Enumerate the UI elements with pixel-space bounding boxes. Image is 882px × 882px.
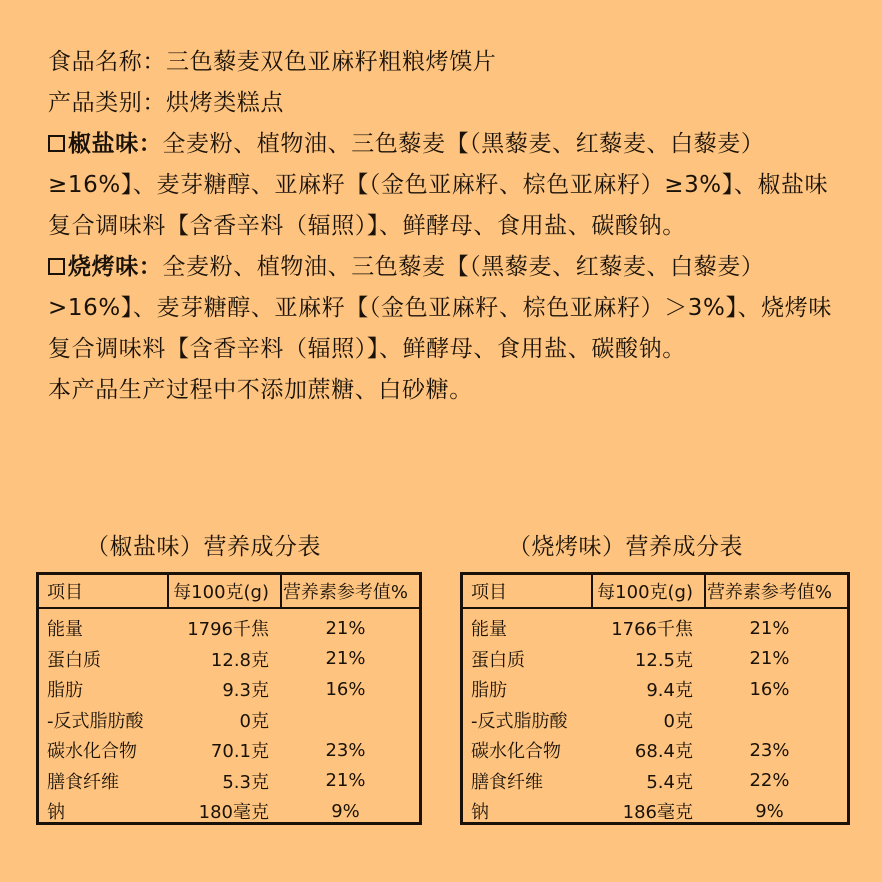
table-header — [463, 575, 847, 609]
row-label: 脂肪 — [47, 680, 83, 702]
row-nrv: 23% — [749, 739, 790, 761]
row-amount: 70.1克 — [210, 741, 269, 763]
bbq-table-title: （烧烤味）营养成分表 — [508, 534, 743, 560]
row-label: 脂肪 — [471, 680, 507, 702]
product-name: 食品名称：三色藜麦双色亚麻籽粗粮烤馍片 — [48, 49, 497, 75]
checkbox-bbq[interactable] — [48, 258, 65, 275]
row-label: 碳水化合物 — [471, 741, 561, 763]
row-label: -反式脂肪酸 — [471, 710, 568, 732]
table-row — [463, 644, 847, 675]
row-nrv: 9% — [331, 800, 360, 822]
product-category: 产品类别：烘烤类糕点 — [48, 90, 284, 116]
row-label: 蛋白质 — [471, 649, 525, 671]
header-per100g: 每100克(g) — [173, 582, 269, 603]
row-label: 碳水化合物 — [47, 741, 137, 763]
row-label: 膳食纤维 — [471, 771, 543, 793]
table-row — [463, 735, 847, 766]
table-body — [39, 609, 419, 827]
pepper-ingredients — [48, 124, 848, 247]
row-nrv: 21% — [325, 770, 366, 792]
row-nrv: 21% — [749, 648, 790, 670]
table-row — [463, 796, 847, 827]
row-amount: 0克 — [663, 710, 693, 732]
bbq-nutrition-table — [460, 572, 850, 825]
pepper-ingredients-text: 全麦粉、植物油、三色藜麦【（黑藜麦、红藜麦、白藜麦）≥16%】、麦芽糖醇、亚麻籽【（金色亚麻籽、棕色亚麻籽）≥3%】、椒盐味复合调味料【含香辛料（辐照）】、鲜酵母、食用盐、碳酸钠。 — [48, 131, 829, 239]
row-label: 钠 — [47, 802, 65, 824]
bbq-ingredients-text: 全麦粉、植物油、三色藜麦【（黑藜麦、红藜麦、白藜麦）>16%】、麦芽糖醇、亚麻籽【（金色亚麻籽、棕色亚麻籽）＞3%】、烧烤味复合调味料【含香辛料（辐照）】、鲜酵母、食用盐、碳酸钠。 — [48, 254, 832, 362]
header-divider — [591, 575, 593, 607]
row-nrv: 16% — [749, 678, 790, 700]
row-amount: 0克 — [239, 710, 269, 732]
row-label: 钠 — [471, 802, 489, 824]
row-amount: 5.4克 — [646, 771, 693, 793]
header-item: 项目 — [47, 582, 83, 603]
row-nrv: 23% — [325, 739, 366, 761]
pepper-flavor-label: 椒盐味： — [68, 131, 163, 157]
table-row — [39, 796, 419, 827]
row-amount: 12.5克 — [634, 649, 693, 671]
pepper-nutrition-table — [36, 572, 422, 825]
table-row — [463, 705, 847, 736]
row-nrv: 9% — [755, 800, 784, 822]
table-row — [39, 705, 419, 736]
row-label: 膳食纤维 — [47, 771, 119, 793]
bbq-flavor-label: 烧烤味： — [68, 254, 163, 280]
row-label: -反式脂肪酸 — [47, 710, 144, 732]
header-item: 项目 — [471, 582, 507, 603]
row-label: 蛋白质 — [47, 649, 101, 671]
table-row — [39, 613, 419, 644]
table-row — [463, 766, 847, 797]
checkbox-pepper[interactable] — [48, 135, 65, 152]
table-header — [39, 575, 419, 609]
sugar-note: 本产品生产过程中不添加蔗糖、白砂糖。 — [48, 377, 473, 403]
row-amount: 9.4克 — [646, 680, 693, 702]
row-nrv: 21% — [325, 648, 366, 670]
table-row — [39, 674, 419, 705]
table-row — [463, 674, 847, 705]
row-amount: 12.8克 — [210, 649, 269, 671]
row-amount: 186毫克 — [622, 802, 693, 824]
header-divider — [167, 575, 169, 607]
row-amount: 1796千焦 — [187, 619, 269, 641]
row-nrv: 22% — [749, 770, 790, 792]
row-amount: 9.3克 — [222, 680, 269, 702]
header-divider — [280, 575, 282, 607]
row-nrv: 16% — [325, 678, 366, 700]
row-amount: 5.3克 — [222, 771, 269, 793]
header-nrv: 营养素参考值% — [706, 582, 833, 603]
header-divider — [704, 575, 706, 607]
ingredients-block — [48, 42, 848, 411]
row-label: 能量 — [471, 619, 507, 641]
pepper-table-title: （椒盐味）营养成分表 — [86, 534, 321, 560]
table-row — [39, 735, 419, 766]
row-label: 能量 — [47, 619, 83, 641]
table-row — [39, 766, 419, 797]
table-body — [463, 609, 847, 827]
row-amount: 1766千焦 — [611, 619, 693, 641]
row-amount: 180毫克 — [198, 802, 269, 824]
header-nrv: 营养素参考值% — [282, 582, 409, 603]
table-row — [39, 644, 419, 675]
header-per100g: 每100克(g) — [597, 582, 693, 603]
row-nrv: 21% — [325, 617, 366, 639]
table-row — [463, 613, 847, 644]
row-nrv: 21% — [749, 617, 790, 639]
row-amount: 68.4克 — [634, 741, 693, 763]
bbq-ingredients — [48, 247, 848, 370]
